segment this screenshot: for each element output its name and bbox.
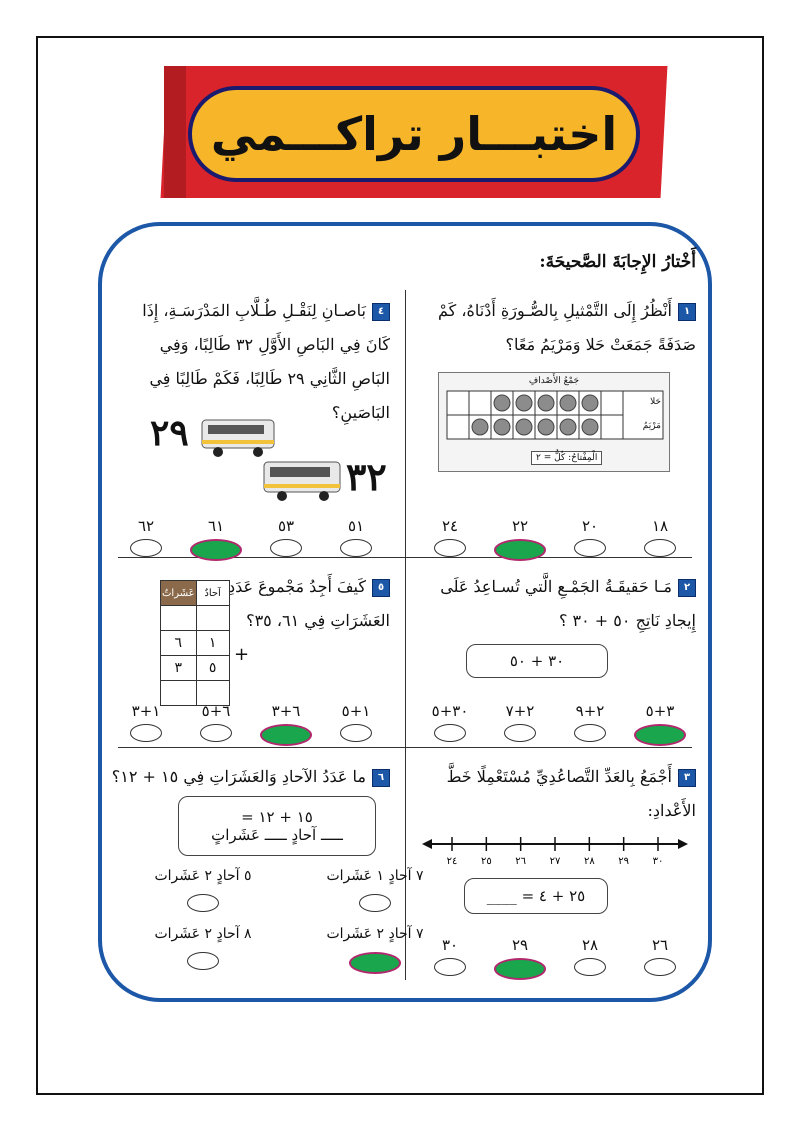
option-label: ٢٤ [441,517,459,535]
cell-tens-1: ٦ [161,631,197,656]
shell-icon [516,395,532,411]
tick-label: ٢٥ [480,856,492,866]
header-ones: آحادٌ [196,581,229,606]
grid-cell [447,391,469,415]
place-value-table [160,580,230,706]
grid-cell [447,415,469,439]
answer-option[interactable] [118,868,288,912]
bus-2-icon [262,458,346,504]
answer-option[interactable] [290,926,460,974]
answer-option[interactable] [560,515,620,561]
answer-bubble[interactable] [130,539,162,557]
q1-options [420,515,690,561]
question-1 [416,294,696,362]
row-label-maryam: مَرْيَمُ [642,421,661,431]
selected-answer-bubble[interactable] [634,724,686,746]
option-label: ٦١ [207,517,225,535]
question-number: ٢ [678,579,696,597]
option-label: ٥ آحادٍ ٢ عَشَرات [154,868,252,884]
answer-option[interactable] [186,515,246,561]
answer-option[interactable] [490,700,550,746]
option-label: ٦+٥ [201,702,231,720]
arrow-icon [422,839,432,849]
q2-options [420,700,690,746]
answer-bubble[interactable] [270,539,302,557]
blank-cell [196,606,229,631]
shell-icon [582,419,598,435]
q6-box-line-1: ١٥ + ١٢ = [241,808,313,826]
shell-icon [560,395,576,411]
tick-label: ٢٩ [618,856,630,866]
option-label: ٦٢ [137,517,155,535]
grid-cell [601,391,623,415]
answer-bubble[interactable] [644,539,676,557]
option-label: ١+٥ [341,702,371,720]
q6-expression-box [178,796,376,856]
answer-option[interactable] [630,700,690,746]
answer-option[interactable] [116,700,176,746]
answer-option[interactable] [116,515,176,561]
answer-option[interactable] [326,515,386,561]
question-text: أَنْظُرُ إِلَى التَّمْثيلِ بِالصُّـورَةِ أَدْنَاهُ، كَمْ صَدَفَةً جَمَعَتْ حَلا وَمَرْيَمُ مَعًا؟ [438,301,696,354]
shell-icon [538,395,554,411]
option-label: ١٨ [651,517,669,535]
shell-icon [538,419,554,435]
option-label: ٣٠ [441,936,459,954]
question-number: ١ [678,303,696,321]
option-label: ٢٩ [511,936,529,954]
answer-bubble[interactable] [130,724,162,742]
shell-icon [582,395,598,411]
shell-icon [516,419,532,435]
question-text: كَيفَ أَجِدُ مَجْموعَ عَدَدِ العَشَرَاتِ فِي ٦١، ٣٥؟ [227,577,390,630]
tick-label: ٣٠ [652,856,664,866]
bus-1-icon [200,416,280,460]
option-label: ٢+٧ [505,702,535,720]
selected-answer-bubble[interactable] [260,724,312,746]
bus-1-count: ٢٩ [150,412,189,454]
answer-option[interactable] [560,934,620,980]
answer-option[interactable] [118,926,288,970]
option-label: ٢٠ [581,517,599,535]
selected-answer-bubble[interactable] [494,958,546,980]
answer-bubble[interactable] [434,539,466,557]
question-number: ٦ [372,769,390,787]
option-label: ٢٦ [651,936,669,954]
option-label: ٧ آحادٍ ٢ عَشَرات [326,926,424,942]
option-label: ٦+٣ [271,702,301,720]
answer-option[interactable] [490,515,550,561]
answer-option[interactable] [186,700,246,746]
blank-cell [161,606,197,631]
shell-icon [560,419,576,435]
question-text: ما عَدَدُ الآحادِ وَالعَشَرَاتِ فِي ١٥ + ١٢؟ [111,767,366,786]
option-label: ٢٨ [581,936,599,954]
tick-label: ٢٨ [583,856,595,866]
q2-expression-box: ٣٠ + ٥٠ [466,644,608,678]
cell-ones-2: ٥ [196,656,229,681]
option-label: ٥٣ [277,517,295,535]
plus-sign: + [234,644,250,665]
answer-bubble[interactable] [644,958,676,976]
cell-ones-1: ١ [196,631,229,656]
option-label: ٢+٩ [575,702,605,720]
question-number: ٥ [372,579,390,597]
answer-bubble[interactable] [574,539,606,557]
option-label: ٧ آحادٍ ١ عَشَرات [326,868,424,884]
pictograph-key: الْمِفْتاحُ: كُلُّ = ٢ [531,451,602,465]
page-title: اختبـــار تراكـــمي [210,107,618,161]
option-label: ٣٠+٥ [431,702,469,720]
question-number: ٤ [372,303,390,321]
shell-icon [472,419,488,435]
question-3 [416,760,696,828]
option-label: ٣+٥ [645,702,675,720]
tick-label: ٢٦ [515,856,527,866]
q6-box-line-2: ـــــ آحادٍ ـــــ عَشَراتٍ [211,826,343,844]
arrow-icon [678,839,688,849]
tick-label: ٢٤ [446,856,458,866]
answer-bubble[interactable] [200,724,232,742]
answer-option[interactable] [420,515,480,561]
answer-bubble[interactable] [340,539,372,557]
row-label-hala: حَلا [650,397,661,407]
row-divider-2 [118,747,692,748]
option-label: ٢٢ [511,517,529,535]
answer-option[interactable] [256,700,316,746]
title-banner [164,66,664,198]
answer-option[interactable] [630,515,690,561]
answer-option[interactable] [256,515,316,561]
answer-bubble[interactable] [340,724,372,742]
question-6 [110,760,390,794]
answer-option[interactable] [560,700,620,746]
answer-option[interactable] [490,934,550,980]
q3-options [420,934,690,980]
question-5 [210,570,390,638]
answer-bubble[interactable] [187,952,219,970]
question-text: بَاصـانِ لِنَقْـلِ طُـلَّابِ المَدْرَسَـةِ، إِذَا كَانَ فِي البَاصِ الأَوَّلِ ٣٢ طَالِبًا، وَفِي البَاصِ الثَّانِي ٢٩ طَالِبًا، فَكَمْ طَالِبًا فِي البَاصَينِ؟ [142,301,390,422]
question-text: مَـا حَقيقَـةُ الجَمْـعِ الَّتي تُسـاعِدُ عَلَى إِيجادِ نَاتِجِ ٥٠ + ٣٠ ؟ [440,577,696,630]
question-4 [128,294,390,430]
answer-option[interactable] [326,700,386,746]
pictograph-title: جَمْعُ الأَصْدافِ [528,376,580,386]
answer-bubble[interactable] [574,724,606,742]
option-label: ١+٣ [131,702,161,720]
shell-icon [494,395,510,411]
q3-expression-box: ٢٥ + ٤ = ____ [464,878,608,914]
answer-option[interactable] [290,868,460,912]
q5-options [116,700,386,746]
answer-option[interactable] [630,934,690,980]
option-label: ٥١ [347,517,365,535]
option-label: ٨ آحادٍ ٢ عَشَرات [154,926,252,942]
cell-tens-2: ٣ [161,656,197,681]
selected-answer-bubble[interactable] [494,539,546,561]
answer-bubble[interactable] [434,724,466,742]
instruction: أَخْتارُ الإِجابَةَ الصَّحيحَةَ: [539,252,696,272]
answer-bubble[interactable] [359,894,391,912]
question-number: ٣ [678,769,696,787]
number-line [420,834,690,866]
answer-option[interactable] [420,700,480,746]
answer-bubble[interactable] [574,958,606,976]
q4-options [116,515,386,561]
grid-cell [469,391,491,415]
selected-answer-bubble[interactable] [190,539,242,561]
shell-icon [494,419,510,435]
question-2 [416,570,696,638]
bus-2-count: ٣٢ [346,454,387,499]
question-text: أَجْمَعُ بِالعَدِّ التَّصاعُدِيِّ مُسْتَعْمِلًا خَطَّ الأَعْدادِ: [446,767,696,820]
shell-pictograph [438,372,670,472]
grid-cell [601,415,623,439]
selected-answer-bubble[interactable] [349,952,401,974]
header-tens: عَشَراتٌ [161,581,197,606]
answer-bubble[interactable] [504,724,536,742]
answer-bubble[interactable] [187,894,219,912]
tick-label: ٢٧ [549,856,561,866]
